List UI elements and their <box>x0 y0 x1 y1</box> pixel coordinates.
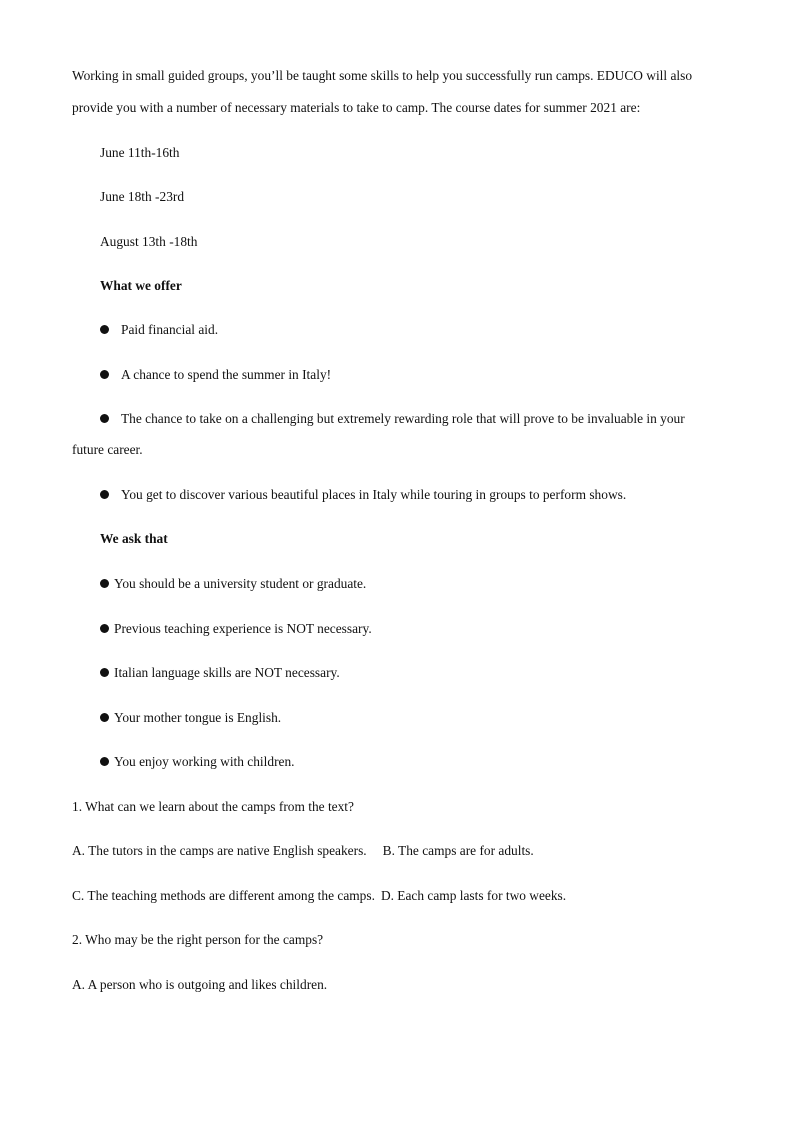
offer-item-4 <box>100 487 626 503</box>
question-1-options-row-2 <box>72 888 566 904</box>
offer-item-1-text: Paid financial aid. <box>121 322 219 337</box>
offer-item-3 <box>100 411 685 427</box>
bullet-icon <box>100 325 109 334</box>
offer-item-4-text: You get to discover various beautiful places in Italy while touring in groups to perform shows. <box>121 487 627 502</box>
ask-item-1-text: You should be a university student or graduate. <box>114 576 367 591</box>
bullet-icon <box>100 757 109 766</box>
question-1-stem: 1. What can we learn about the camps from the text? <box>72 799 354 814</box>
ask-item-2 <box>100 621 372 637</box>
ask-item-5 <box>100 754 295 770</box>
question-1-option-c: C. The teaching methods are different among the camps. <box>72 888 375 903</box>
offer-heading: What we offer <box>100 278 182 293</box>
ask-item-3 <box>100 665 340 681</box>
course-date-2: June 18th -23rd <box>100 189 185 204</box>
offer-item-3-text: The chance to take on a challenging but extremely rewarding role that will prove to be invaluable in your <box>121 411 685 426</box>
question-1-option-a: A. The tutors in the camps are native English speakers. <box>72 843 367 858</box>
question-2-stem: 2. Who may be the right person for the camps? <box>72 932 324 947</box>
question-1-options-row-1 <box>72 843 534 859</box>
ask-item-4-text: Your mother tongue is English. <box>114 710 282 725</box>
ask-item-4 <box>100 710 281 726</box>
intro-line-1: Working in small guided groups, you’ll be taught some skills to help you successfully run camps. EDUCO will also <box>72 68 693 83</box>
question-1-option-b: B. The camps are for adults. <box>382 843 534 858</box>
bullet-icon <box>100 668 109 677</box>
ask-item-2-text: Previous teaching experience is NOT necessary. <box>114 621 372 636</box>
offer-item-2 <box>100 367 331 383</box>
course-date-3: August 13th -18th <box>100 234 198 249</box>
ask-item-5-text: You enjoy working with children. <box>114 754 295 769</box>
bullet-icon <box>100 713 109 722</box>
ask-item-3-text: Italian language skills are NOT necessary. <box>114 665 340 680</box>
offer-item-1 <box>100 322 218 338</box>
intro-line-2: provide you with a number of necessary materials to take to camp. The course dates for summer 2021 are: <box>72 100 641 115</box>
bullet-icon <box>100 414 109 423</box>
question-1-option-d: D. Each camp lasts for two weeks. <box>380 888 567 903</box>
course-date-1: June 11th-16th <box>100 145 180 160</box>
ask-heading: We ask that <box>100 531 168 546</box>
question-2-option-a: A. A person who is outgoing and likes children. <box>72 977 328 992</box>
offer-item-3-continuation: future career. <box>72 442 143 457</box>
offer-item-2-text: A chance to spend the summer in Italy! <box>121 367 332 382</box>
ask-item-1 <box>100 576 366 592</box>
bullet-icon <box>100 490 109 499</box>
bullet-icon <box>100 579 109 588</box>
bullet-icon <box>100 624 109 633</box>
bullet-icon <box>100 370 109 379</box>
